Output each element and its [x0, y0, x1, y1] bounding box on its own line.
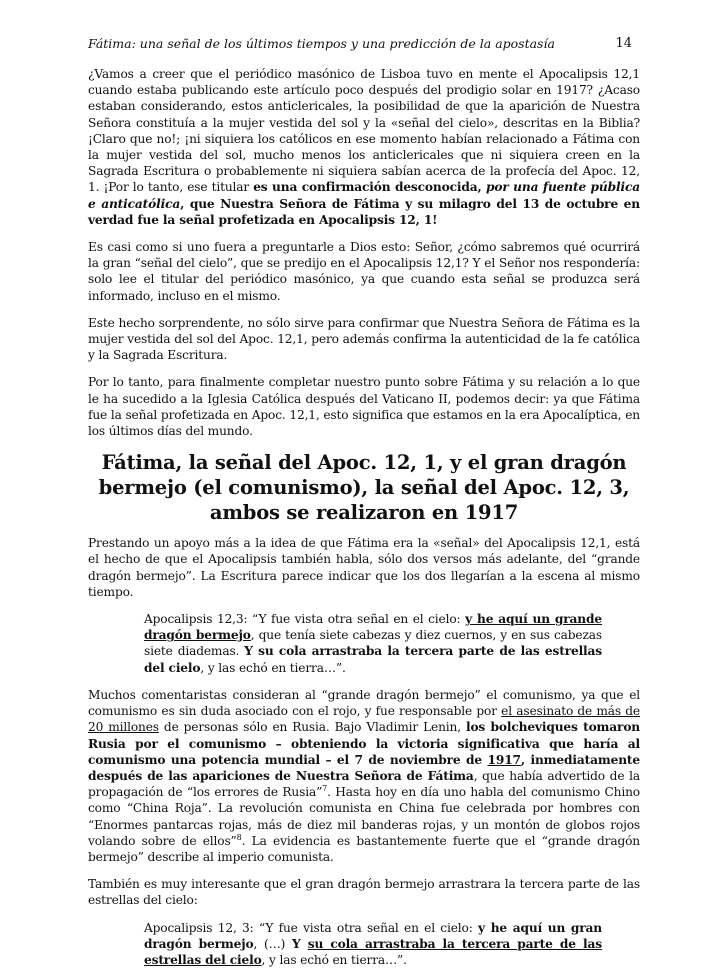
paragraph-6 [88, 687, 640, 865]
p6-underline: el asesinato de más de 20 millones [88, 704, 640, 735]
p1-bold-italic: por una fuente pública e anticatólica [88, 180, 640, 211]
block-quote-1 [144, 611, 602, 676]
p6-text-5: . La evidencia es bastantemente fuerte que el “grande dragón bermejo” describe al imperio comunista. [88, 833, 641, 864]
footnote-ref-7[interactable]: 7 [322, 784, 328, 794]
q2-bold: y he aquí un gran dragón bermejo [144, 920, 603, 951]
p6-text-3: , que había advertido de la propagación de “los errores de Rusia” [88, 768, 640, 800]
q1-bold-underline: y he aquí un grande dragón bermejo [144, 612, 602, 643]
block-quote-2 [144, 920, 602, 968]
q1-text-2: , que tenía siete cabezas y diez cuernos, y en sus cabezas siete diademas. [144, 628, 602, 659]
p6-text: Muchos comentaristas consideran al “grande dragón bermejo” el comunismo, ya que el comunismo es sin duda asociado con el rojo, y fue responsable por [88, 687, 640, 719]
p1-bold-end: , que Nuestra Señora de Fátima y su milagro del 13 de octubre en verdad fue la señal profetizada en Apocalipsis 12, 1! [88, 196, 640, 227]
q1-text: Apocalipsis 12,3: “Y fue vista otra señal en el cielo: [144, 612, 466, 627]
p1-text: ¿Vamos a creer que el periódico masónico de Lisboa tuvo en mente el Apocalipsis 12,1 cuando estaba publicando este artículo poco después del prodigio solar en 1917? ¿Acaso estaban considerando, estos anticlericales, la posibilidad de que la aparición de Nuestra Señora constituía a la mujer vestida del sol y la «señal del cielo», descritas en la Biblia? ¡Claro que no!; ¡ni siquiera los católicos en ese momento habían relacionado a Fátima con la mujer vestida del sol, mucho menos los anticlericales que ni siquiera creen en la Sagrada Escritura o probablemente ni siquiera sabían acerca de la profecía del Apoc. 12, 1. ¡Por lo tanto, ese titular [88, 67, 640, 195]
header-title: Fátima: una señal de los últimos tiempos y una predicción de la apostasía [88, 36, 555, 51]
p6-bold-2: , inmediatamente después de las apariciones de Nuestra Señora de Fátima [88, 752, 640, 783]
paragraph-4: Por lo tanto, para finalmente completar nuestro punto sobre Fátima y su relación a lo que le ha sucedido a la Iglesia Católica después del Vaticano II, podemos decir: ya que Fátima fue la señal profetizada en Apoc. 12,1, esto significa que estamos en la era Apocalíptica, en los últimos días del mundo. [88, 375, 640, 439]
p6-text-2: de personas sólo en Rusia. Bajo Vladimir Lenin, [158, 720, 466, 735]
q1-bold: Y su cola arrastraba la tercera parte de las estrellas del cielo [144, 644, 602, 675]
p6-bold: los bolcheviques tomaron Rusia por el comunismo – obteniendo la victoria significativa que haría al comunismo una potencia mundial – el 7 de noviembre de [88, 720, 641, 767]
p1-bold: es una confirmación desconocida, [253, 180, 487, 195]
footnote-ref-8[interactable]: 8 [236, 832, 242, 842]
page-number: 14 [615, 36, 632, 51]
paragraph-7: También es muy interesante que el gran dragón bermejo arrastrara la tercera parte de las estrellas del cielo: [88, 877, 640, 908]
q1-text-3: , y las echó en tierra…”. [200, 660, 346, 675]
q2-text-3: , y las echó en tierra…”. [261, 952, 407, 967]
q2-bold-underline: su cola arrastraba la tercera parte de las estrellas del cielo [144, 936, 602, 967]
q2-bold-2: Y [292, 936, 308, 951]
q2-text: Apocalipsis 12, 3: “Y fue vista otra señal en el cielo: [144, 920, 479, 935]
paragraph-1 [88, 66, 640, 228]
paragraph-2: Es casi como si uno fuera a preguntarle a Dios esto: Señor, ¿cómo sabremos qué ocurrirá la gran “señal del cielo”, que se predijo en el Apocalipsis 12,1? Y el Señor nos respondería: solo lee el titular del periódico masónico, ya que cuando esta señal se produzca será informado, incluso en el mismo. [88, 240, 640, 303]
p6-text-4: . Hasta hoy en día uno habla del comunismo Chino como “China Roja”. La revolución comunista en China fue celebrada por hombres con “Enormes pantarcas rojas, más de diez mil banderas rojas, y un montón de globos rojos volando sobre de ellos” [88, 785, 640, 848]
paragraph-3: Este hecho sorprendente, no sólo sirve para confirmar que Nuestra Señora de Fátima es la mujer vestida del sol del Apoc. 12,1, pero además confirma la autenticidad de la fe católica y la Sagrada Escritura. [88, 315, 640, 363]
section-heading: Fátima, la señal del Apoc. 12, 1, y el gran dragón bermejo (el comunismo), la señal del Apoc. 12, 3, ambos se realizaron en 1917 [98, 451, 630, 525]
p6-bold-underline: 1917 [487, 752, 521, 767]
running-header [88, 36, 640, 54]
paragraph-5: Prestando un apoyo más a la idea de que Fátima era la «señal» del Apocalipsis 12,1, está el hecho de que el Apocalipsis también habla, sólo dos versos más adelante, del “grande dragón bermejo”. La Escritura parece indicar que los dos llegarían a la escena al mismo tiempo. [88, 536, 640, 599]
q2-text-2: , (…) [253, 936, 293, 951]
